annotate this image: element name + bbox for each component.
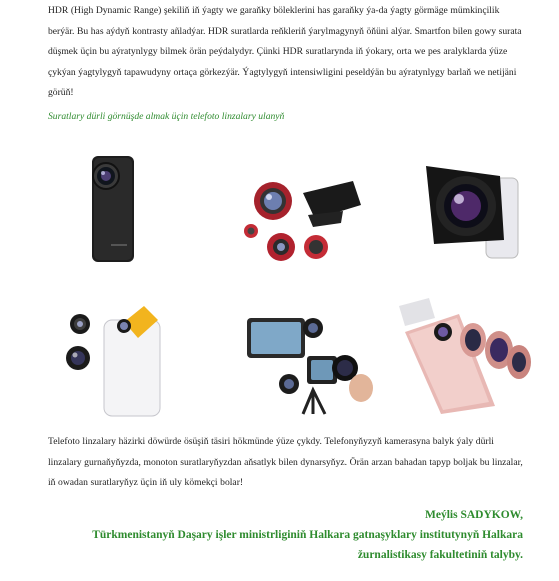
phone-rig-with-lenses-photo — [233, 298, 383, 416]
lens-photo-grid — [48, 148, 528, 418]
author-signature — [92, 505, 523, 565]
pink-phone-lens-kit-photo — [383, 296, 533, 414]
author-name: Meýlis SADYKOW, — [425, 509, 523, 521]
intro-paragraph: HDR (High Dynamic Range) şekiliň iň ýagty we garaňky böleklerini has garaňky ýa-da ýagty görmäge mümkinçilik berýär. Bu has aýdyň kontrasty añladýar. HDR suratlarda reňkleriň ýarylmagynyň öňüni alýar. Smartfon bilen gowy surata düşmek üçin bu aýratynlygy bilmek örän peýdalydyr. Çünki HDR suratlarynda iň ýokary, orta we pes aralyklarda ýüze çykýan ýagtylygyň tapawudyny ortaça görkezýär. Ýagtylygyň intensiwligini peseldýän bu aýratynlygy barlaň we netijäni görüň! — [48, 5, 522, 98]
yellow-clip-lens-set-photo — [48, 300, 198, 418]
black-wide-lens-attachment-photo — [388, 148, 538, 266]
author-affiliation-line2: žurnalistikasy fakultetiniň talyby. — [357, 549, 523, 561]
image-caption: Suratlary dürli görnüşde almak üçin telefoto linzalary ulanyň — [48, 111, 285, 122]
author-affiliation-line1: Türkmenistanyň Daşary işler ministrliginiň Halkara gatnaşyklary institutynyň Halkara — [92, 529, 523, 541]
black-phone-case-lens-photo — [48, 148, 198, 266]
red-clip-lens-kit-photo — [233, 153, 383, 271]
closing-paragraph: Telefoto linzalary häzirki döwürde ösüşiň täsiri hökmünde ýüze çykdy. Telefonyňyzyň kamerasyna balyk ýaly dürli linzalary gurnaňyňyzda, monoton suratlaryňyzdan aňsatlyk bilen dynarsyňyz. Örän arzan bahadan tapyp boljak bu linzalar, iň owadan suratlaryňyz üçin iň uly kömekçi bolar! — [48, 436, 523, 488]
